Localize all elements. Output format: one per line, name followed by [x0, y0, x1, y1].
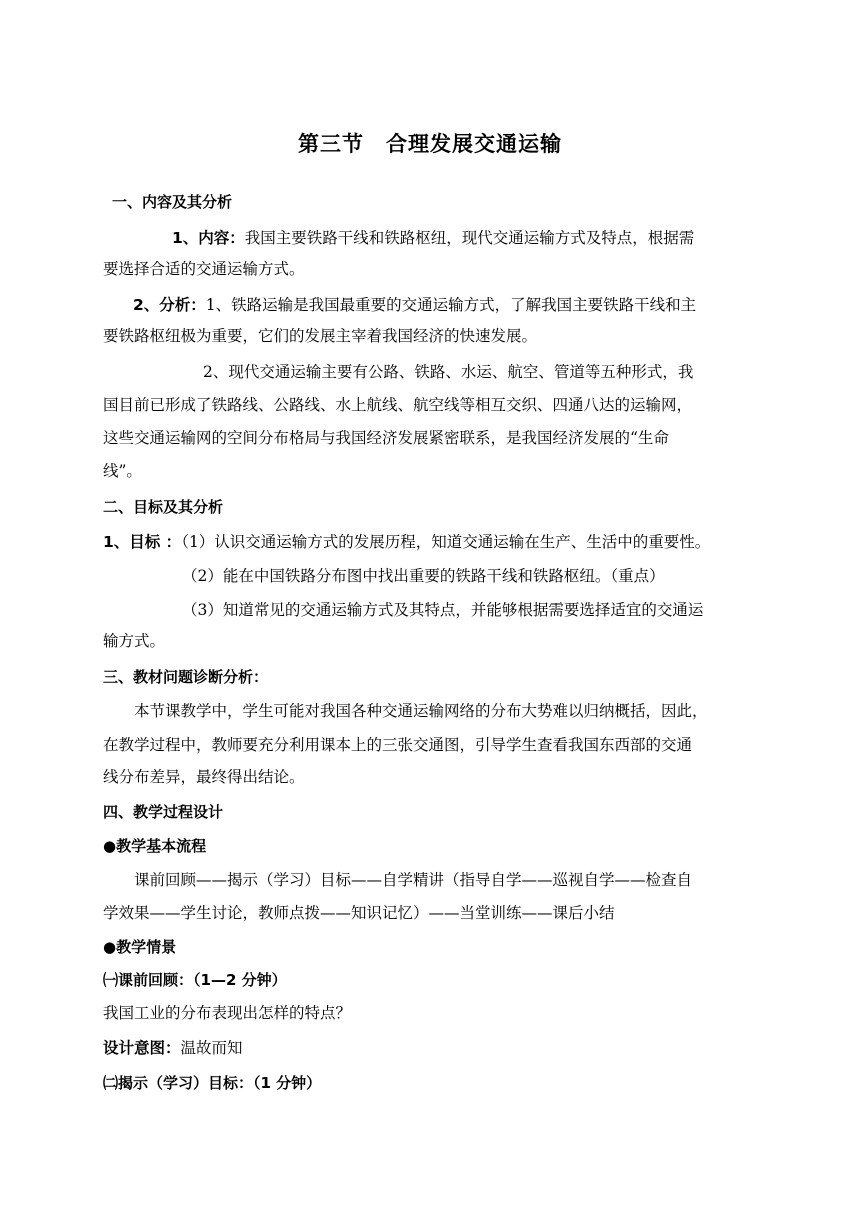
flow-line: 学效果——学生讨论，教师点拨——知识记忆）——当堂训练——课后小结: [103, 904, 615, 922]
review-heading: ㈠课前回顾：（1—2 分钟）: [103, 971, 287, 989]
design-intent-line: [103, 1036, 760, 1060]
analysis2-paragraph-line: 线”。: [103, 462, 142, 480]
content-paragraph-line: 要选择合适的交通运输方式。: [103, 260, 305, 278]
goal-line: 输方式。: [103, 632, 166, 650]
section-heading-process: 四、教学过程设计: [103, 803, 224, 821]
design-intent-text: 温故而知: [180, 1039, 243, 1057]
scene-heading: ●教学情景: [103, 938, 177, 956]
analysis-paragraph-line: 要铁路枢纽极为重要，它们的发展主宰着我国经济的快速发展。: [103, 327, 538, 345]
analysis2-paragraph-line: 国目前已形成了铁路线、公路线、水上航线、航空线等相互交织、四通八达的运输网，: [103, 396, 693, 414]
goal-line: [103, 530, 765, 554]
content-label: 1、内容：: [172, 229, 245, 247]
analysis-paragraph-line: [133, 293, 760, 317]
goal-line: （3）知道常见的交通运输方式及其特点，并能够根据需要选择适宜的交通运: [182, 601, 704, 619]
flow-line: 课前回顾——揭示（学习）目标——自学精讲（指导自学——巡视自学——检查自: [134, 871, 693, 889]
analysis-text: 1、铁路运输是我国最重要的交通运输方式，了解我国主要铁路干线和主: [205, 296, 697, 314]
diagnosis-line: 线分布差异，最终得出结论。: [103, 768, 305, 786]
section-heading-content: 一、内容及其分析: [112, 193, 233, 211]
flow-heading: ●教学基本流程: [103, 837, 207, 855]
review-question: 我国工业的分布表现出怎样的特点？: [103, 1004, 352, 1022]
goal-text: （1）认识交通运输方式的发展历程，知道交通运输在生产、生活中的重要性。: [181, 533, 711, 551]
diagnosis-line: 在教学过程中，教师要充分利用课本上的三张交通图，引导学生查看我国东西部的交通: [103, 736, 693, 754]
content-paragraph-line: [172, 226, 760, 250]
page-title: 第三节 合理发展交通运输: [298, 132, 562, 156]
goal-label: 1、目标 ：: [103, 533, 182, 551]
analysis2-paragraph-line: 2、现代交通运输主要有公路、铁路、水运、航空、管道等五种形式，我: [203, 363, 694, 381]
reveal-goals-heading: ㈡揭示（学习）目标：（1 分钟）: [103, 1074, 322, 1092]
diagnosis-line: 本节课教学中，学生可能对我国各种交通运输网络的分布大势难以归纳概括，因此，: [134, 702, 708, 720]
content-text: 我国主要铁路干线和铁路枢纽，现代交通运输方式及特点，根据需: [244, 229, 695, 247]
section-heading-diagnosis: 三、教材问题诊断分析：: [103, 668, 269, 686]
analysis2-paragraph-line: 这些交通运输网的空间分布格局与我国经济发展紧密联系，是我国经济发展的“生命: [103, 429, 669, 447]
goal-line: （2）能在中国铁路分布图中找出重要的铁路干线和铁路枢纽。（重点）: [182, 567, 665, 585]
section-heading-goals: 二、目标及其分析: [103, 498, 224, 516]
analysis-label: 2、分析：: [133, 296, 206, 314]
design-intent-label: 设计意图：: [103, 1039, 181, 1057]
